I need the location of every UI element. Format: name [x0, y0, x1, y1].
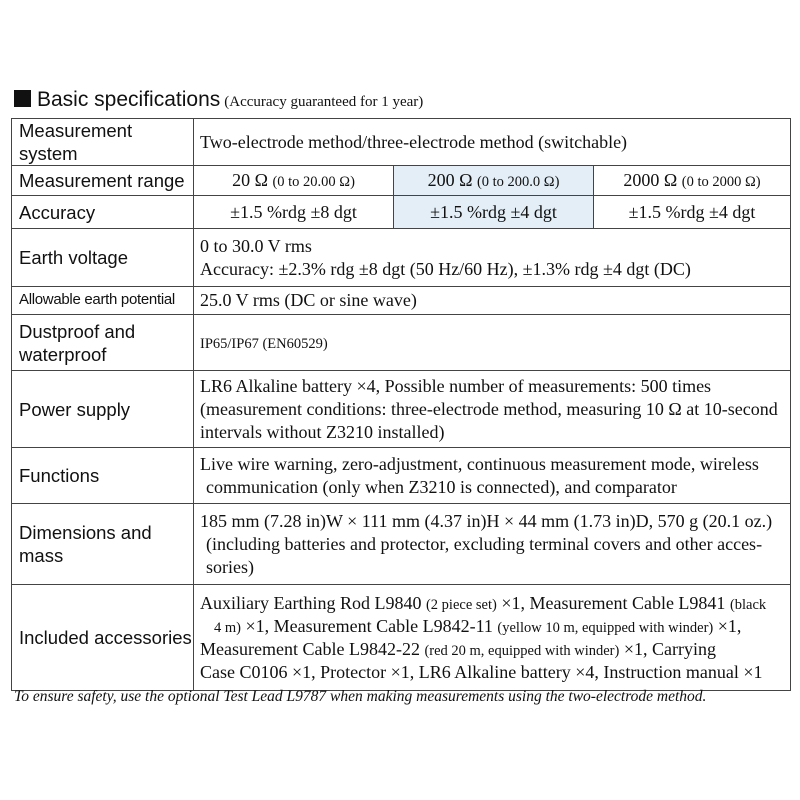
row-functions	[12, 448, 791, 504]
value-power-supply	[194, 371, 791, 448]
text-line: communication (only when Z3210 is connected), and comparator	[206, 476, 677, 497]
row-accuracy	[12, 196, 791, 229]
earth-voltage-range: 0 to 30.0 V rms	[200, 235, 312, 256]
row-measurement-range	[12, 166, 791, 196]
label-line: Dustproof and	[19, 320, 136, 342]
heading-title: Basic specifications	[37, 88, 221, 111]
label-measurement-system: Measurement system	[12, 119, 194, 166]
value-dimensions	[194, 504, 791, 585]
text-line: 185 mm (7.28 in)W × 111 mm (4.37 in)H × 44 mm (1.73 in)D, 570 g (20.1 oz.)	[200, 510, 773, 531]
text-line	[200, 592, 790, 615]
label-functions: Functions	[12, 448, 194, 504]
earth-voltage-accuracy: Accuracy: ±2.3% rdg ±8 dgt (50 Hz/60 Hz), ±1.3% rdg ±4 dgt (DC)	[200, 258, 691, 279]
text-line: LR6 Alkaline battery ×4, Possible number of measurements: 500 times	[200, 375, 712, 396]
accuracy-2000-ohm: ±1.5 %rdg ±4 dgt	[594, 196, 791, 229]
value-allowable-earth-potential: 25.0 V rms (DC or sine wave)	[194, 287, 791, 315]
range-detail: (0 to 2000 Ω)	[681, 174, 761, 191]
row-dustproof	[12, 315, 791, 371]
text-line	[200, 615, 790, 638]
row-earth-voltage	[12, 229, 791, 287]
row-accessories	[12, 585, 791, 691]
label-accessories: Included accessories	[12, 585, 194, 691]
range-main: 20 Ω	[232, 170, 268, 191]
text-line: (measurement conditions: three-electrode method, measuring 10 Ω at 10-second	[200, 398, 778, 419]
value-functions	[194, 448, 791, 504]
label-line: waterproof	[19, 343, 107, 365]
range-20-ohm	[194, 166, 394, 196]
value-measurement-system: Two-electrode method/three-electrode method (switchable)	[194, 119, 791, 166]
range-200-ohm	[394, 166, 594, 196]
spec-table	[11, 118, 791, 691]
range-main: 2000 Ω	[623, 170, 678, 191]
text-run-small: 4 m)	[214, 619, 241, 636]
label-line: Dimensions and	[19, 522, 152, 544]
range-main: 200 Ω	[427, 170, 473, 191]
text-line: intervals without Z3210 installed)	[200, 421, 445, 442]
value-dustproof	[194, 315, 791, 371]
text-run: ×1,	[713, 615, 742, 636]
text-line: (including batteries and protector, excluding terminal covers and other acces-	[206, 533, 763, 554]
value-accessories	[194, 585, 791, 691]
label-line: mass	[19, 545, 64, 567]
safety-note: To ensure safety, use the optional Test Lead L9787 when making measurements using the two-electrode method.	[14, 688, 707, 705]
text-line: Live wire warning, zero-adjustment, continuous measurement mode, wireless	[200, 453, 759, 474]
text-run-small: (yellow 10 m, equipped with winder)	[497, 619, 714, 636]
label-earth-voltage: Earth voltage	[12, 229, 194, 287]
text-run-small: (black	[729, 597, 767, 614]
label-accuracy: Accuracy	[12, 196, 194, 229]
row-measurement-system	[12, 119, 791, 166]
row-dimensions	[12, 504, 791, 585]
ip-rating: IP65/IP67 (EN60529)	[200, 336, 328, 353]
range-detail: (0 to 200.0 Ω)	[476, 174, 560, 191]
text-run: ×1, Measurement Cable L9842-11	[240, 615, 498, 636]
label-measurement-range: Measurement range	[12, 166, 194, 196]
range-2000-ohm	[594, 166, 791, 196]
value-earth-voltage	[194, 229, 791, 287]
label-allowable-earth-potential: Allowable earth potential	[12, 287, 194, 315]
text-line	[200, 638, 790, 661]
accuracy-200-ohm: ±1.5 %rdg ±4 dgt	[394, 196, 594, 229]
text-run: ×1, Carrying	[619, 638, 716, 659]
square-bullet-icon	[14, 90, 31, 107]
row-allowable-earth-potential	[12, 287, 791, 315]
label-dustproof	[12, 315, 194, 371]
section-heading	[14, 88, 423, 112]
text-run: Auxiliary Earthing Rod L9840	[200, 593, 426, 614]
row-power-supply	[12, 371, 791, 448]
text-run: ×1, Measurement Cable L9841	[496, 593, 730, 614]
text-line: sories)	[206, 556, 254, 577]
heading-subtitle: (Accuracy guaranteed for 1 year)	[224, 94, 424, 110]
text-run: Measurement Cable L9842-22	[200, 638, 425, 659]
accuracy-20-ohm: ±1.5 %rdg ±8 dgt	[194, 196, 394, 229]
label-dimensions	[12, 504, 194, 585]
label-power-supply: Power supply	[12, 371, 194, 448]
text-run-small: (2 piece set)	[425, 597, 497, 614]
text-line: Case C0106 ×1, Protector ×1, LR6 Alkaline battery ×4, Instruction manual ×1	[200, 661, 763, 682]
text-run-small: (red 20 m, equipped with winder)	[424, 642, 620, 659]
range-detail: (0 to 20.00 Ω)	[272, 174, 355, 191]
